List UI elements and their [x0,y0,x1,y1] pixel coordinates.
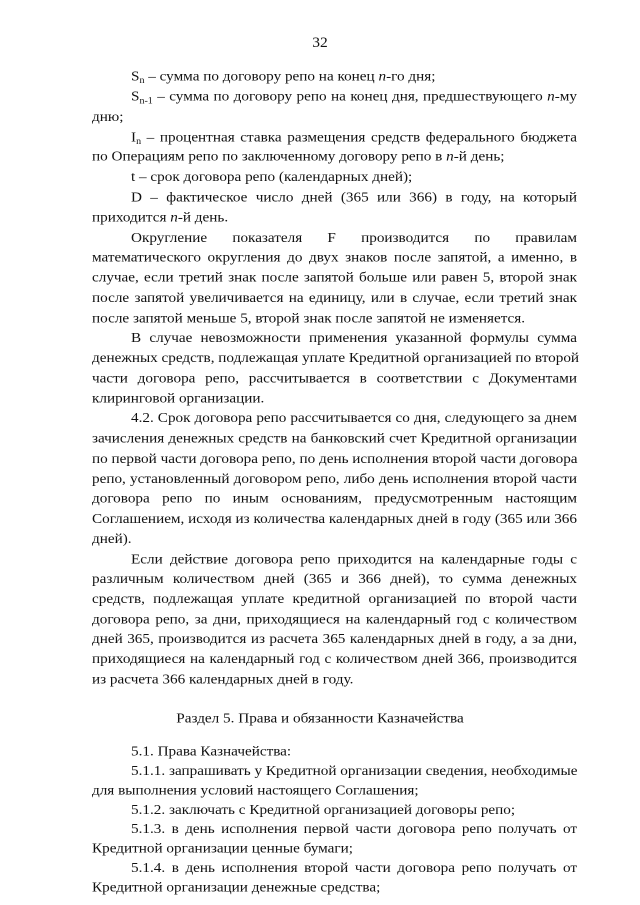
text-line: после запятой увеличивается на единицу, или в случае, если третий знак [92,290,577,306]
text-line: 5.1. Права Казначейства: [131,743,292,760]
text-line: $I_n$ – процентная ставка размещения средств федерального бюджета [131,129,577,147]
text-line: по первой части договора репо, по день исполнения второй части договора [92,450,578,467]
text-line: дней 365, производится из расчета 365 календарных дней в году, а за дни, [92,630,577,647]
text-line: 5.1.3. в день исполнения первой части договора репо получать от [131,821,577,837]
text-line: Соглашением, исходя из количества календарных дней в году (365 или 366 [92,510,577,527]
text-line: зачисления денежных средств на банковский счет Кредитной организации [92,430,577,447]
text-line: $S_{n-1}$ – сумма по договору репо на конец дня, предшествующего n-му [131,88,577,107]
text-line: договора репо, за дни, приходящиеся на календарный год с количеством [92,611,577,628]
text-line: приходится n-й день. [92,209,229,226]
text-line: для выполнения условий настоящего Соглашения; [92,782,419,799]
text-line: клиринговой организации. [92,390,265,407]
text-line: различным количеством дней (365 и 366 дней), то сумма денежных [92,570,577,587]
text-line: репо, установленный договором репо, либо день исполнения второй части [92,471,577,487]
text-line: 5.1.4. в день исполнения второй части договора репо получать от [131,859,577,876]
text-line: Округление показателя F производится по правилам [131,230,577,246]
text-line: $S_n$ – сумма по договору репо на конец n-го дня; [131,68,436,86]
text-line: Кредитной организации ценные бумаги; [92,840,353,857]
text-line: дней). [92,531,132,547]
text-line: математического округления до двух знаков после запятой, а именно, в [92,249,577,266]
text-line: средств, подлежащая уплате кредитной организацией по второй части [92,591,577,607]
text-line: договора репо по иным основаниям, предусмотренным настоящим [92,490,577,507]
text-line: Кредитной организации денежные средства; [92,879,381,896]
text-line: по Операциям репо по заключенному договору репо в n-й день; [92,148,505,165]
section-heading: Раздел 5. Права и обязанности Казначейства [176,710,464,727]
text-line: D – фактическое число дней (365 или 366) в году, на который [131,189,577,206]
text-line: 4.2. Срок договора репо рассчитывается со дня, следующего за днем [131,410,577,426]
text-line: 5.1.1. запрашивать у Кредитной организации сведения, необходимые [131,762,578,779]
text-line: дню; [92,108,124,125]
text-line: В случае невозможности применения указанной формулы сумма [131,329,577,346]
page-number: 32 [312,35,328,51]
text-line: после запятой меньше 5, второй знак после запятой не изменяется. [92,310,526,327]
text-line: части договора репо, рассчитывается в соответствии с Документами [92,370,577,387]
text-line: Если действие договора репо приходится на календарные годы с [131,551,577,568]
text-line: случае, если третий знак после запятой больше или равен 5, второй знак [92,269,577,286]
text-line: приходящиеся на календарный год с количеством дней 366, производится [92,651,577,667]
text-line: t – срок договора репо (календарных дней); [131,169,413,185]
text-line: денежных средств, подлежащая уплате Кредитной организацией по второй [92,350,580,366]
text-line: из расчета 366 календарных дней в году. [92,671,354,688]
text-line: 5.1.2. заключать с Кредитной организацией договоры репо; [131,801,516,818]
